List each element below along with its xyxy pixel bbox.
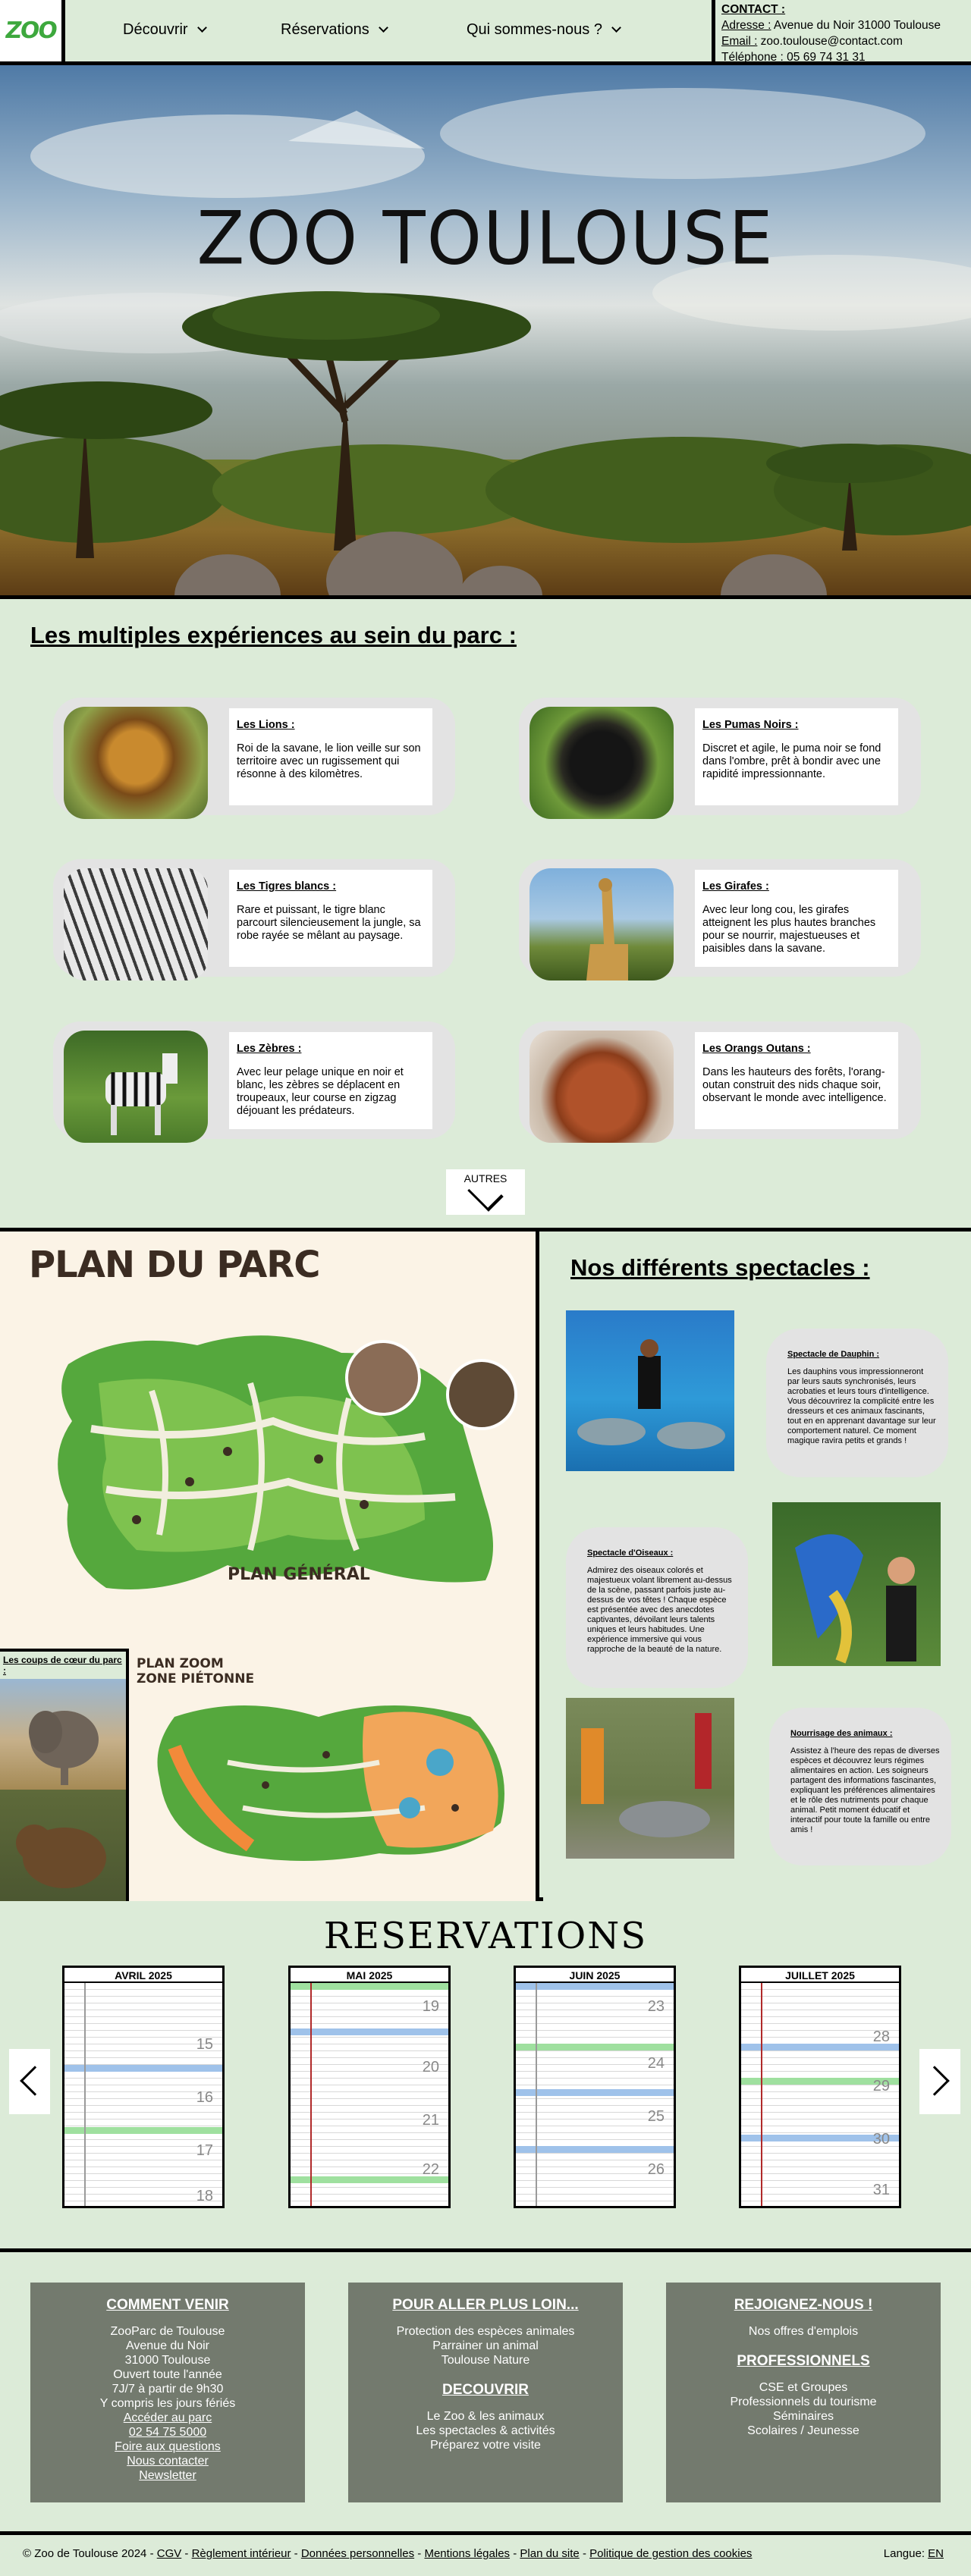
animal-card-zebres[interactable]: [53, 1021, 455, 1139]
week-number: 30: [872, 2131, 890, 2148]
footer-link[interactable]: Le Zoo & les animaux: [426, 2410, 545, 2423]
bear-photo: [0, 1790, 126, 1901]
show-feeding[interactable]: Nourrisage des animaux : Assistez à l'heure des repas de diverses espèces et découvrez leurs régimes alimentaires en action. Les soigneurs partagent des informations fascinantes, expliquant les préférences alimentaires et le rôle des nutriments pour chaque animal. Petit moment éducatif et interactif pour toute la famille ou entre amis !: [769, 1708, 951, 1865]
legal-link-mentions[interactable]: Mentions légales: [424, 2547, 511, 2560]
language-switcher: [884, 2547, 944, 2560]
footer-link[interactable]: Parrainer un animal: [432, 2339, 539, 2352]
week-number: 22: [422, 2161, 439, 2178]
reservations-section: [0, 1901, 971, 2252]
park-map-title: PLAN DU PARC: [29, 1244, 320, 1286]
week-number: 31: [872, 2182, 890, 2198]
language-link-en[interactable]: EN: [928, 2547, 944, 2560]
week-number: 20: [422, 2059, 439, 2076]
legal-bar: [0, 2535, 971, 2574]
giraffe-shape: [529, 868, 674, 981]
contact-address: Adresse : Avenue du Noir 31000 Toulouse: [721, 19, 941, 32]
calendar-grid: [64, 1983, 222, 2207]
zebra-photo: [64, 1031, 208, 1143]
card-text: Les Pumas Noirs : Discret et agile, le puma noir se fond dans l'ombre, prêt à bondir avec une rapidité impressionnante.: [695, 708, 898, 805]
plan-general-label: PLAN GÉNÉRAL: [228, 1565, 370, 1584]
week-number: 24: [647, 2055, 665, 2072]
show-dolphin[interactable]: Spectacle de Dauphin : Les dauphins vous impressionneront par leurs sauts synchronisés, leurs acrobaties et leurs tours d'intelligence. Vous découvrirez la complicité entre les dresseurs et ces animaux fascinants, tout en en apprenant davantage sur leur comportement naturel. Ce moment magique ravira petits et grands !: [766, 1329, 948, 1477]
legal-link-plan[interactable]: Plan du site: [520, 2547, 580, 2560]
lion-photo: [64, 707, 208, 819]
hero-title: ZOO TOULOUSE: [196, 196, 775, 281]
footer-link[interactable]: Toulouse Nature: [441, 2354, 530, 2367]
animal-card-orangs-outans[interactable]: [519, 1021, 921, 1139]
calendar-may[interactable]: [288, 1966, 451, 2208]
calendar-june[interactable]: [514, 1966, 676, 2208]
contact-email[interactable]: Email : zoo.toulouse@contact.com: [721, 35, 903, 48]
card-text: Les Girafes : Avec leur long cou, les girafes atteignent les plus hautes branches pour se nourrir, majestueuses et paisibles dans la savane.: [695, 870, 898, 967]
more-animals-button[interactable]: [446, 1169, 525, 1215]
dolphin-show-photo: [566, 1310, 734, 1471]
footer-heading[interactable]: POUR ALLER PLUS LOIN...: [392, 2297, 579, 2313]
calendar-july[interactable]: [739, 1966, 901, 2208]
footer-link[interactable]: Séminaires: [772, 2410, 834, 2423]
animal-feeding-photo: [566, 1698, 734, 1859]
footer-link[interactable]: Préparez votre visite: [430, 2439, 541, 2452]
shows-panel: [543, 1232, 971, 1901]
legal-link-cookies[interactable]: Politique de gestion des cookies: [589, 2547, 753, 2560]
footer-link-contact[interactable]: Nous contacter: [127, 2455, 209, 2468]
show-birds[interactable]: Spectacle d'Oiseaux : Admirez des oiseaux colorés et majestueux volant librement au-dessus de la scène, passant parfois juste au-dessus de vos têtes ! Chaque espèce est présentée avec des anecdotes captivantes, dévoilant leurs talents uniques et leurs habitudes. Une expérience immersive qui vous rapproche de la beauté de la nature.: [566, 1527, 748, 1688]
contact-phone[interactable]: Téléphone : 05 69 74 31 31: [721, 51, 866, 64]
footer-link[interactable]: CSE et Groupes: [759, 2381, 848, 2394]
chevron-down-icon: [611, 23, 621, 33]
calendar-month: MAI 2025: [291, 1968, 448, 1983]
week-number: 25: [647, 2108, 665, 2125]
calendar-grid: [741, 1983, 899, 2207]
footer-link[interactable]: Scolaires / Jeunesse: [747, 2424, 859, 2437]
zoo-logo[interactable]: [0, 0, 65, 61]
chevron-down-icon: [379, 23, 388, 33]
nav-qui-sommes-nous[interactable]: [467, 21, 620, 39]
footer-link-access[interactable]: Accéder au parc: [123, 2411, 212, 2424]
copyright: © Zoo de Toulouse 2024 -: [23, 2547, 157, 2560]
footer-link[interactable]: Nos offres d'emplois: [748, 2325, 859, 2338]
black-puma-photo: [529, 707, 674, 819]
week-number: 29: [872, 2078, 890, 2094]
footer-column-further: [348, 2283, 623, 2502]
calendar-next-button[interactable]: [919, 2049, 960, 2114]
legal-link-donnees[interactable]: Données personnelles: [300, 2547, 415, 2560]
calendar-grid: [291, 1983, 448, 2207]
calendar-month: AVRIL 2025: [64, 1968, 222, 1983]
dolphin-shape: [566, 1310, 734, 1471]
experiences-section: [0, 599, 971, 1232]
calendar-month: JUIN 2025: [516, 1968, 674, 1983]
week-number: 17: [196, 2142, 213, 2159]
zebra-shape: [64, 1031, 208, 1143]
legal-links: © Zoo de Toulouse 2024 - CGV - Règlement intérieur - Données personnelles - Mentions légales - Plan du site - Politique de gestion des cookies: [23, 2547, 753, 2560]
week-number: 16: [196, 2089, 213, 2106]
chevron-down-icon: [197, 23, 207, 33]
footer-heading[interactable]: REJOIGNEZ-NOUS !: [734, 2297, 873, 2313]
shows-title: Nos différents spectacles :: [570, 1254, 870, 1281]
site-header: [0, 0, 971, 65]
footer-link-phone[interactable]: 02 54 75 5000: [128, 2426, 207, 2439]
plan-and-shows-section: [0, 1232, 971, 1901]
footer-column-how-to-come: COMMENT VENIR ZooParc de Toulouse Avenue du Noir 31000 Toulouse Ouvert toute l'année 7J/7 à partir de 9h30 Y compris les jours fériés Accéder au parc 02 54 75 5000 Foire aux questions Nous contacter Newsletter: [30, 2283, 305, 2502]
animal-card-tigres[interactable]: [53, 859, 455, 977]
calendar-month: JUILLET 2025: [741, 1968, 899, 1983]
footer-column-join: [666, 2283, 941, 2502]
legal-link-reglement[interactable]: Règlement intérieur: [191, 2547, 291, 2560]
week-number: 18: [196, 2188, 213, 2204]
nav-reservations[interactable]: [281, 21, 387, 39]
week-number: 21: [422, 2112, 439, 2129]
experiences-title: Les multiples expériences au sein du parc :: [30, 622, 517, 648]
footer-link[interactable]: Professionnels du tourisme: [730, 2396, 877, 2408]
giraffe-photo: [529, 868, 674, 981]
elephant-shape: [0, 1679, 126, 1790]
footer-link[interactable]: Protection des espèces animales: [396, 2325, 575, 2338]
calendar-prev-button[interactable]: [9, 2049, 50, 2114]
language-label: Langue:: [883, 2547, 929, 2560]
parrot-shape: [772, 1502, 941, 1666]
plan-zoom-label: PLAN ZOOM ZONE PIÉTONNE: [137, 1656, 255, 1686]
week-number: 19: [422, 1998, 439, 2015]
favorites-panel: [0, 1649, 129, 1901]
nav-label: Découvrir: [123, 21, 188, 38]
contact-box: [712, 0, 971, 64]
card-text: Les Zèbres : Avec leur pelage unique en noir et blanc, les zèbres se déplacent en troupeaux, leur course en zigzag déjouant les prédateurs.: [229, 1032, 432, 1129]
week-number: 23: [647, 1998, 665, 2015]
chevron-right-icon: [919, 2066, 950, 2096]
nav-label: Qui sommes-nous ?: [467, 21, 602, 38]
week-number: 26: [647, 2161, 665, 2178]
chevron-left-icon: [20, 2066, 50, 2096]
bird-show-photo: [772, 1502, 941, 1666]
animal-card-girafes[interactable]: [519, 859, 921, 977]
footer-link-faq[interactable]: Foire aux questions: [115, 2440, 221, 2453]
favorites-title: Les coups de cœur du parc :: [3, 1655, 122, 1676]
hero-banner: [0, 65, 971, 599]
card-text: Les Lions : Roi de la savane, le lion veille sur son territoire avec un rugissement qui résonne à des kilomètres.: [229, 708, 432, 805]
card-text: Les Orangs Outans : Dans les hauteurs des forêts, l'orang-outan construit des nids chaque soir, observant le monde avec intelligence.: [695, 1032, 898, 1129]
park-map-panel: [0, 1232, 539, 1901]
more-label: AUTRES: [464, 1172, 507, 1184]
calendar-grid: [516, 1983, 674, 2207]
site-footer: [0, 2252, 971, 2535]
logo-text: ZOO: [3, 17, 58, 44]
animal-card-pumas[interactable]: [519, 698, 921, 815]
footer-link[interactable]: Les spectacles & activités: [416, 2424, 555, 2437]
footer-heading[interactable]: COMMENT VENIR: [106, 2297, 229, 2313]
contact-title: CONTACT :: [721, 3, 786, 16]
card-text: Les Tigres blancs : Rare et puissant, le tigre blanc parcourt silencieusement la jungle, sa robe rayée se mêlant au paysage.: [229, 870, 432, 967]
feeding-shape: [566, 1698, 734, 1859]
elephant-photo: [0, 1679, 126, 1790]
bear-shape: [0, 1790, 126, 1901]
legal-link-cgv[interactable]: CGV: [156, 2547, 182, 2560]
orangutan-photo: [529, 1031, 674, 1143]
calendar-april[interactable]: [62, 1966, 225, 2208]
week-number: 28: [872, 2028, 890, 2045]
nav-label: Réservations: [281, 21, 369, 38]
reservations-title: RESERVATIONS: [323, 1915, 648, 1957]
footer-heading[interactable]: PROFESSIONNELS: [737, 2353, 870, 2369]
animal-card-lions[interactable]: [53, 698, 455, 815]
hero-savanna-illustration: [0, 65, 971, 599]
nav-decouvrir[interactable]: [123, 21, 206, 39]
footer-link-newsletter[interactable]: Newsletter: [139, 2469, 196, 2482]
week-number: 15: [196, 2036, 213, 2053]
white-tiger-photo: [64, 868, 208, 981]
footer-heading[interactable]: DECOUVRIR: [442, 2382, 529, 2398]
